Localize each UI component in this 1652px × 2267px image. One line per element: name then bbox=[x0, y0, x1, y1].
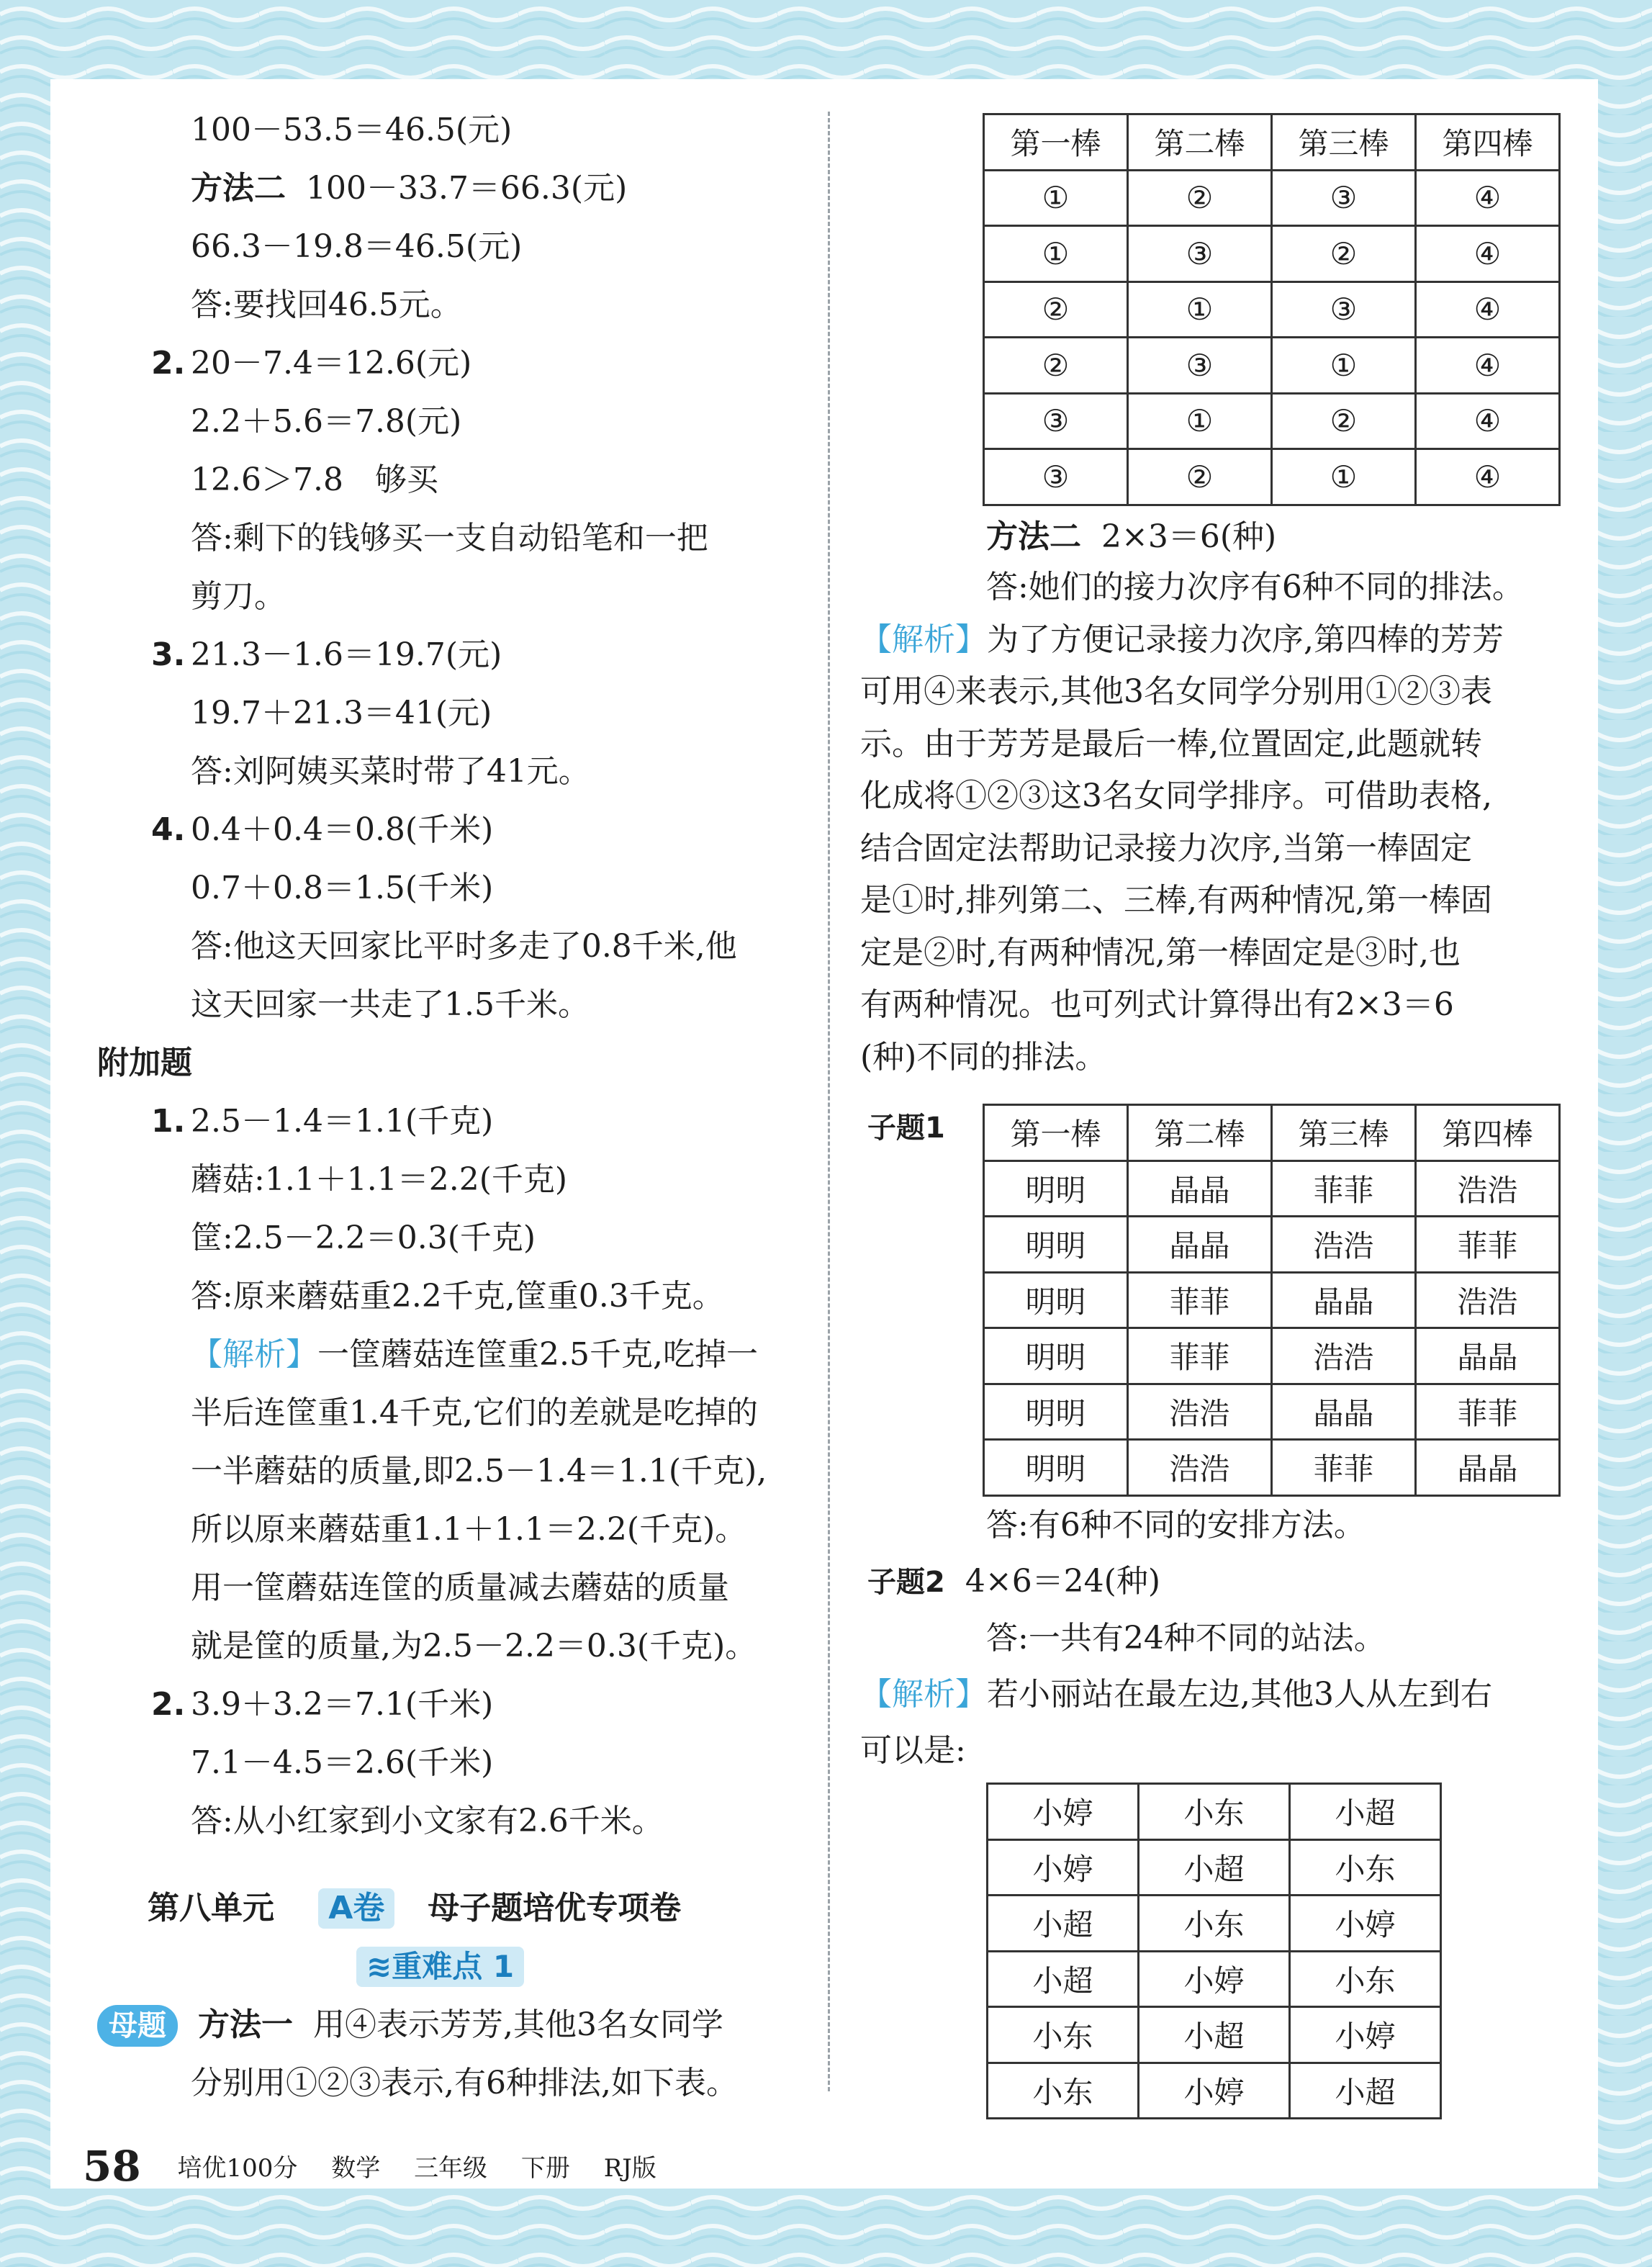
sub-question-1-label: 子题1 bbox=[867, 1112, 945, 1145]
question-2: 2. 20－7.4＝12.6(元) bbox=[151, 345, 472, 382]
relay-order-table bbox=[983, 113, 1561, 506]
table-cell: ② bbox=[1272, 226, 1416, 282]
table-row bbox=[984, 338, 1560, 394]
table-cell: ④ bbox=[1416, 449, 1560, 505]
table-row bbox=[988, 1839, 1441, 1896]
table-cell: ① bbox=[984, 226, 1128, 282]
table-row bbox=[984, 170, 1560, 226]
table-row bbox=[984, 1272, 1560, 1328]
table-cell: 小婷 bbox=[1290, 2007, 1441, 2063]
table-cell: 小东 bbox=[1290, 1839, 1441, 1896]
table-cell: 小超 bbox=[988, 1951, 1139, 2007]
text-line: 2.2＋5.6＝7.8(元) bbox=[191, 403, 462, 440]
table-cell: ③ bbox=[1272, 170, 1416, 226]
grade: 三年级 bbox=[414, 2154, 488, 2183]
analysis-line: 可用④来表示,其他3名女同学分别用①②③表 bbox=[860, 673, 1492, 710]
analysis-label: 【解析】 bbox=[860, 1676, 987, 1713]
table-cell: 明明 bbox=[984, 1328, 1128, 1384]
table-cell: 明明 bbox=[984, 1272, 1128, 1328]
answer-line: 答:她们的接力次序有6种不同的排法。 bbox=[986, 569, 1524, 605]
analysis-line: 就是筐的质量,为2.5－2.2＝0.3(千克)。 bbox=[191, 1628, 757, 1664]
method-two-block bbox=[986, 508, 1598, 566]
analysis-line: (种)不同的排法。 bbox=[860, 1038, 1107, 1076]
table-cell: ③ bbox=[1128, 226, 1272, 282]
text-line: 方法二 100－33.7＝66.3(元) bbox=[191, 170, 628, 207]
table-cell: 菲菲 bbox=[1416, 1384, 1560, 1440]
table-row bbox=[984, 281, 1560, 338]
table-cell: ② bbox=[1272, 393, 1416, 449]
table-header-cell: 第一棒 bbox=[984, 1105, 1128, 1161]
bonus-question-2: 2. 3.9＋3.2＝7.1(千米) bbox=[151, 1686, 494, 1723]
text-line: 筐:2.5－2.2＝0.3(千克) bbox=[191, 1220, 536, 1256]
analysis-line: 化成将①②③这3名女同学排序。可借助表格, bbox=[860, 778, 1492, 814]
sub-questions-block bbox=[860, 1497, 1594, 1779]
table-cell: ③ bbox=[984, 449, 1128, 505]
edition: RJ版 bbox=[603, 2154, 656, 2183]
sub-question-2-label: 子题2 bbox=[867, 1566, 945, 1599]
page-number: 58 bbox=[83, 2142, 141, 2191]
table-cell: 晶晶 bbox=[1128, 1217, 1272, 1273]
table-cell: ② bbox=[984, 281, 1128, 338]
question-3: 3. 21.3－1.6＝19.7(元) bbox=[151, 636, 502, 673]
column-divider bbox=[828, 112, 830, 2091]
text-line: 分别用①②③表示,有6种排法,如下表。 bbox=[191, 2065, 738, 2101]
answer-line: 答:从小红家到小文家有2.6千米。 bbox=[191, 1803, 664, 1839]
method-label: 方法二 bbox=[986, 518, 1081, 555]
table-cell: ① bbox=[1272, 338, 1416, 394]
analysis-line: 结合固定法帮助记录接力次序,当第一棒固定 bbox=[860, 829, 1472, 867]
table-cell: 小婷 bbox=[1139, 2063, 1290, 2119]
table-cell: ④ bbox=[1416, 226, 1560, 282]
text-line: 100－53.5＝46.5(元) bbox=[191, 112, 513, 148]
table-header-cell: 第三棒 bbox=[1272, 1105, 1416, 1161]
text-line: 7.1－4.5＝2.6(千米) bbox=[191, 1744, 494, 1781]
analysis-line: 所以原来蘑菇重1.1＋1.1＝2.2(千克)。 bbox=[191, 1511, 747, 1548]
table-cell: 浩浩 bbox=[1128, 1440, 1272, 1496]
table-header-cell: 第一棒 bbox=[984, 114, 1128, 171]
text-line: 12.6＞7.8 够买 bbox=[191, 461, 438, 498]
answer-line: 答:原来蘑菇重2.2千克,筐重0.3千克。 bbox=[191, 1278, 724, 1315]
table-row bbox=[984, 1160, 1560, 1217]
table-header-cell: 第二棒 bbox=[1128, 114, 1272, 171]
method-label: 方法二 bbox=[191, 170, 286, 207]
table-row bbox=[988, 1951, 1441, 2007]
table-cell: ③ bbox=[1272, 281, 1416, 338]
analysis-line: 【解析】一筐蘑菇连筐重2.5千克,吃掉一 bbox=[191, 1336, 758, 1373]
table-cell: 晶晶 bbox=[1416, 1328, 1560, 1384]
mother-question-badge: 母题 bbox=[97, 2005, 178, 2047]
sub-question-2: 子题2 4×6＝24(种) bbox=[860, 1554, 1594, 1610]
table-cell: 小超 bbox=[1290, 1784, 1441, 1840]
table-header-cell: 第二棒 bbox=[1128, 1105, 1272, 1161]
table-cell: 菲菲 bbox=[1128, 1328, 1272, 1384]
table-row bbox=[988, 2063, 1441, 2119]
key-point-row bbox=[151, 1937, 813, 1996]
table-cell: 浩浩 bbox=[1128, 1384, 1272, 1440]
table-cell: ④ bbox=[1416, 393, 1560, 449]
analysis-label: 【解析】 bbox=[191, 1336, 317, 1373]
table-row bbox=[984, 449, 1560, 505]
table-row bbox=[984, 1328, 1560, 1384]
table-cell: ② bbox=[1128, 449, 1272, 505]
table-row bbox=[984, 393, 1560, 449]
answer-line: 答:刘阿姨买菜时带了41元。 bbox=[191, 753, 590, 790]
table-cell: 明明 bbox=[984, 1440, 1128, 1496]
analysis-label: 【解析】 bbox=[860, 621, 987, 658]
table-header-cell: 第三棒 bbox=[1272, 114, 1416, 171]
table-row bbox=[984, 1440, 1560, 1496]
table-cell: ③ bbox=[1128, 338, 1272, 394]
table-cell: 浩浩 bbox=[1416, 1272, 1560, 1328]
analysis-line: 一半蘑菇的质量,即2.5－1.4＝1.1(千克), bbox=[191, 1453, 767, 1489]
table-cell: 小超 bbox=[1139, 2007, 1290, 2063]
table-cell: 晶晶 bbox=[1128, 1160, 1272, 1217]
table-cell: 小婷 bbox=[1290, 1896, 1441, 1952]
analysis-line: 可以是: bbox=[860, 1732, 966, 1769]
table-cell: 晶晶 bbox=[1416, 1440, 1560, 1496]
text-line: 蘑菇:1.1＋1.1＝2.2(千克) bbox=[191, 1161, 568, 1198]
analysis-line: 示。由于芳芳是最后一棒,位置固定,此题就转 bbox=[860, 725, 1482, 762]
table-row bbox=[988, 2007, 1441, 2063]
table-cell: 菲菲 bbox=[1272, 1440, 1416, 1496]
table-cell: 晶晶 bbox=[1272, 1384, 1416, 1440]
table-cell: ① bbox=[1128, 393, 1272, 449]
left-column bbox=[97, 101, 813, 2112]
table-cell: 小超 bbox=[1139, 1839, 1290, 1896]
table-header-row bbox=[984, 114, 1560, 171]
table-header-cell: 第四棒 bbox=[1416, 114, 1560, 171]
name-order-table bbox=[983, 1104, 1561, 1497]
table-cell: ④ bbox=[1416, 338, 1560, 394]
analysis-line: 定是②时,有两种情况,第一棒固定是③时,也 bbox=[860, 934, 1461, 971]
unit-subtitle: 母子题培优专项卷 bbox=[428, 1890, 682, 1926]
table-cell: 小东 bbox=[988, 2063, 1139, 2119]
analysis-line: 半后连筐重1.4千克,它们的差就是吃掉的 bbox=[191, 1394, 758, 1431]
table-cell: ① bbox=[1128, 281, 1272, 338]
bonus-heading: 附加题 bbox=[97, 1045, 192, 1081]
answer-line: 答:一共有24种不同的站法。 bbox=[986, 1620, 1386, 1657]
mother-question: 母题 方法一 用④表示芳芳,其他3名女同学 bbox=[97, 1996, 813, 2054]
table-row bbox=[984, 1217, 1560, 1273]
table-cell: 浩浩 bbox=[1272, 1217, 1416, 1273]
table-cell: ② bbox=[1128, 170, 1272, 226]
answer-line: 答:有6种不同的安排方法。 bbox=[986, 1507, 1366, 1543]
volume: 下册 bbox=[520, 2154, 570, 2183]
table-cell: 菲菲 bbox=[1272, 1160, 1416, 1217]
table-cell: 浩浩 bbox=[1416, 1160, 1560, 1217]
table-row bbox=[988, 1896, 1441, 1952]
analysis-block bbox=[860, 562, 1594, 1083]
table-cell: ② bbox=[984, 338, 1128, 394]
table-cell: 小婷 bbox=[988, 1784, 1139, 1840]
text-line: 19.7＋21.3＝41(元) bbox=[191, 695, 492, 731]
answer-line: 答:要找回46.5元。 bbox=[191, 287, 462, 323]
answer-line: 答:他这天回家比平时多走了0.8千米,他 bbox=[191, 928, 737, 965]
subject: 数学 bbox=[331, 2154, 381, 2183]
table-cell: ④ bbox=[1416, 170, 1560, 226]
answer-line: 这天回家一共走了1.5千米。 bbox=[191, 986, 590, 1023]
table-row bbox=[988, 1784, 1441, 1840]
table-cell: 小东 bbox=[988, 2007, 1139, 2063]
unit-heading bbox=[148, 1879, 813, 1937]
table-cell: 明明 bbox=[984, 1160, 1128, 1217]
table-cell: 小婷 bbox=[988, 1839, 1139, 1896]
table-cell: 小东 bbox=[1139, 1784, 1290, 1840]
table-cell: 菲菲 bbox=[1416, 1217, 1560, 1273]
table-row bbox=[984, 226, 1560, 282]
question-4: 4. 0.4＋0.4＝0.8(千米) bbox=[151, 811, 494, 848]
analysis-line: 是①时,排列第二、三棒,有两种情况,第一棒固 bbox=[860, 882, 1492, 919]
table-cell: ③ bbox=[984, 393, 1128, 449]
bonus-question-1: 1. 2.5－1.4＝1.1(千克) bbox=[151, 1103, 494, 1140]
table-cell: 小东 bbox=[1290, 1951, 1441, 2007]
text-line: 方法二 2×3＝6(种) bbox=[986, 518, 1277, 555]
answer-line: 答:剩下的钱够买一支自动铅笔和一把 bbox=[191, 520, 708, 556]
table-cell: 菲菲 bbox=[1128, 1272, 1272, 1328]
table-cell: 明明 bbox=[984, 1217, 1128, 1273]
text-line: 66.3－19.8＝46.5(元) bbox=[191, 228, 523, 265]
table-cell: 小超 bbox=[988, 1896, 1139, 1952]
page-footer bbox=[83, 2142, 682, 2191]
analysis-line: 【解析】若小丽站在最左边,其他3人从左到右 bbox=[860, 1676, 1492, 1713]
book-title: 培优100分 bbox=[177, 2154, 298, 2183]
unit-title: 第八单元 bbox=[148, 1890, 274, 1926]
table-cell: 小婷 bbox=[1139, 1951, 1290, 2007]
table-cell: ① bbox=[984, 170, 1128, 226]
analysis-line: 【解析】为了方便记录接力次序,第四棒的芳芳 bbox=[860, 621, 1504, 658]
key-point-badge: ≋重难点 1 bbox=[356, 1947, 524, 1987]
method-label: 方法一 bbox=[197, 2006, 293, 2043]
table-cell: 晶晶 bbox=[1272, 1272, 1416, 1328]
table-header-cell: 第四棒 bbox=[1416, 1105, 1560, 1161]
table-header-row bbox=[984, 1105, 1560, 1161]
analysis-line: 有两种情况。也可列式计算得出有2×3＝6 bbox=[860, 986, 1454, 1023]
text-line: 0.7＋0.8＝1.5(千米) bbox=[191, 870, 494, 906]
table-cell: 小超 bbox=[1290, 2063, 1441, 2119]
table-cell: 小东 bbox=[1139, 1896, 1290, 1952]
table-cell: 浩浩 bbox=[1272, 1328, 1416, 1384]
table-cell: 明明 bbox=[984, 1384, 1128, 1440]
analysis-line: 用一筐蘑菇连筐的质量减去蘑菇的质量 bbox=[191, 1569, 729, 1606]
answer-line: 剪刀。 bbox=[191, 578, 286, 615]
table-row bbox=[984, 1384, 1560, 1440]
table-cell: ① bbox=[1272, 449, 1416, 505]
standing-order-table bbox=[986, 1782, 1442, 2119]
unit-badge: A卷 bbox=[318, 1888, 394, 1929]
table-cell: ④ bbox=[1416, 281, 1560, 338]
